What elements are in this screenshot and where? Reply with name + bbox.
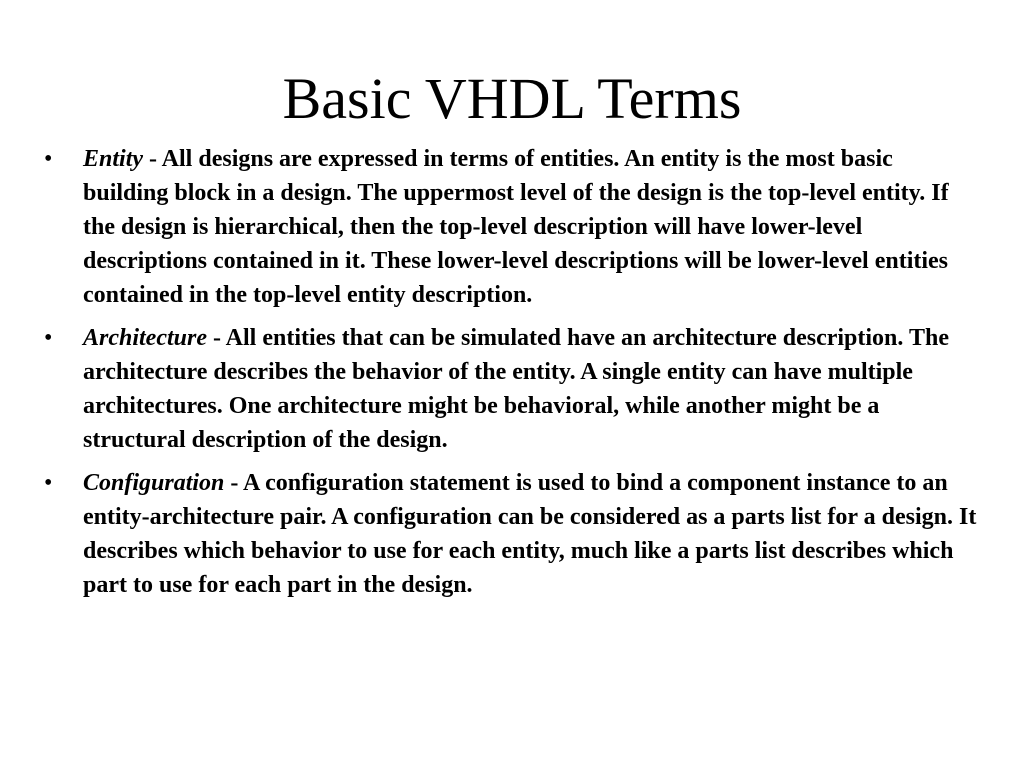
bullet-item-entity <box>44 142 980 312</box>
bullet-icon: • <box>44 470 53 496</box>
definition-entity: - All designs are expressed in terms of entities. An entity is the most basic building block in a design. The uppermost level of the design is the top-level entity. If the design is hierarchical, then the top-level description will have lower-level descriptions contained in it. These lower-level descriptions will be lower-level entities contained in the top-level entity description. <box>83 146 949 308</box>
definition-architecture: - All entities that can be simulated have an architecture description. The architecture describes the behavior of the entity. A single entity can have multiple architectures. One architecture might be behavioral, while another might be a structural description of the design. <box>83 325 949 453</box>
bullet-icon: • <box>44 146 53 172</box>
bullet-item-architecture <box>44 321 980 457</box>
bullet-icon: • <box>44 325 53 351</box>
term-architecture: Architecture <box>83 325 207 351</box>
term-entity: Entity <box>83 146 144 172</box>
term-configuration: Configuration <box>83 470 225 496</box>
slide-title: Basic VHDL Terms <box>282 66 742 131</box>
definition-configuration: - A configuration statement is used to bind a component instance to an entity-architecture pair. A configuration can be considered as a parts list for a design. It describes which behavior to use for each entity, much like a parts list describes which part to use for each part in the design. <box>83 470 977 598</box>
bullet-list <box>44 142 980 611</box>
bullet-item-configuration <box>44 466 980 602</box>
